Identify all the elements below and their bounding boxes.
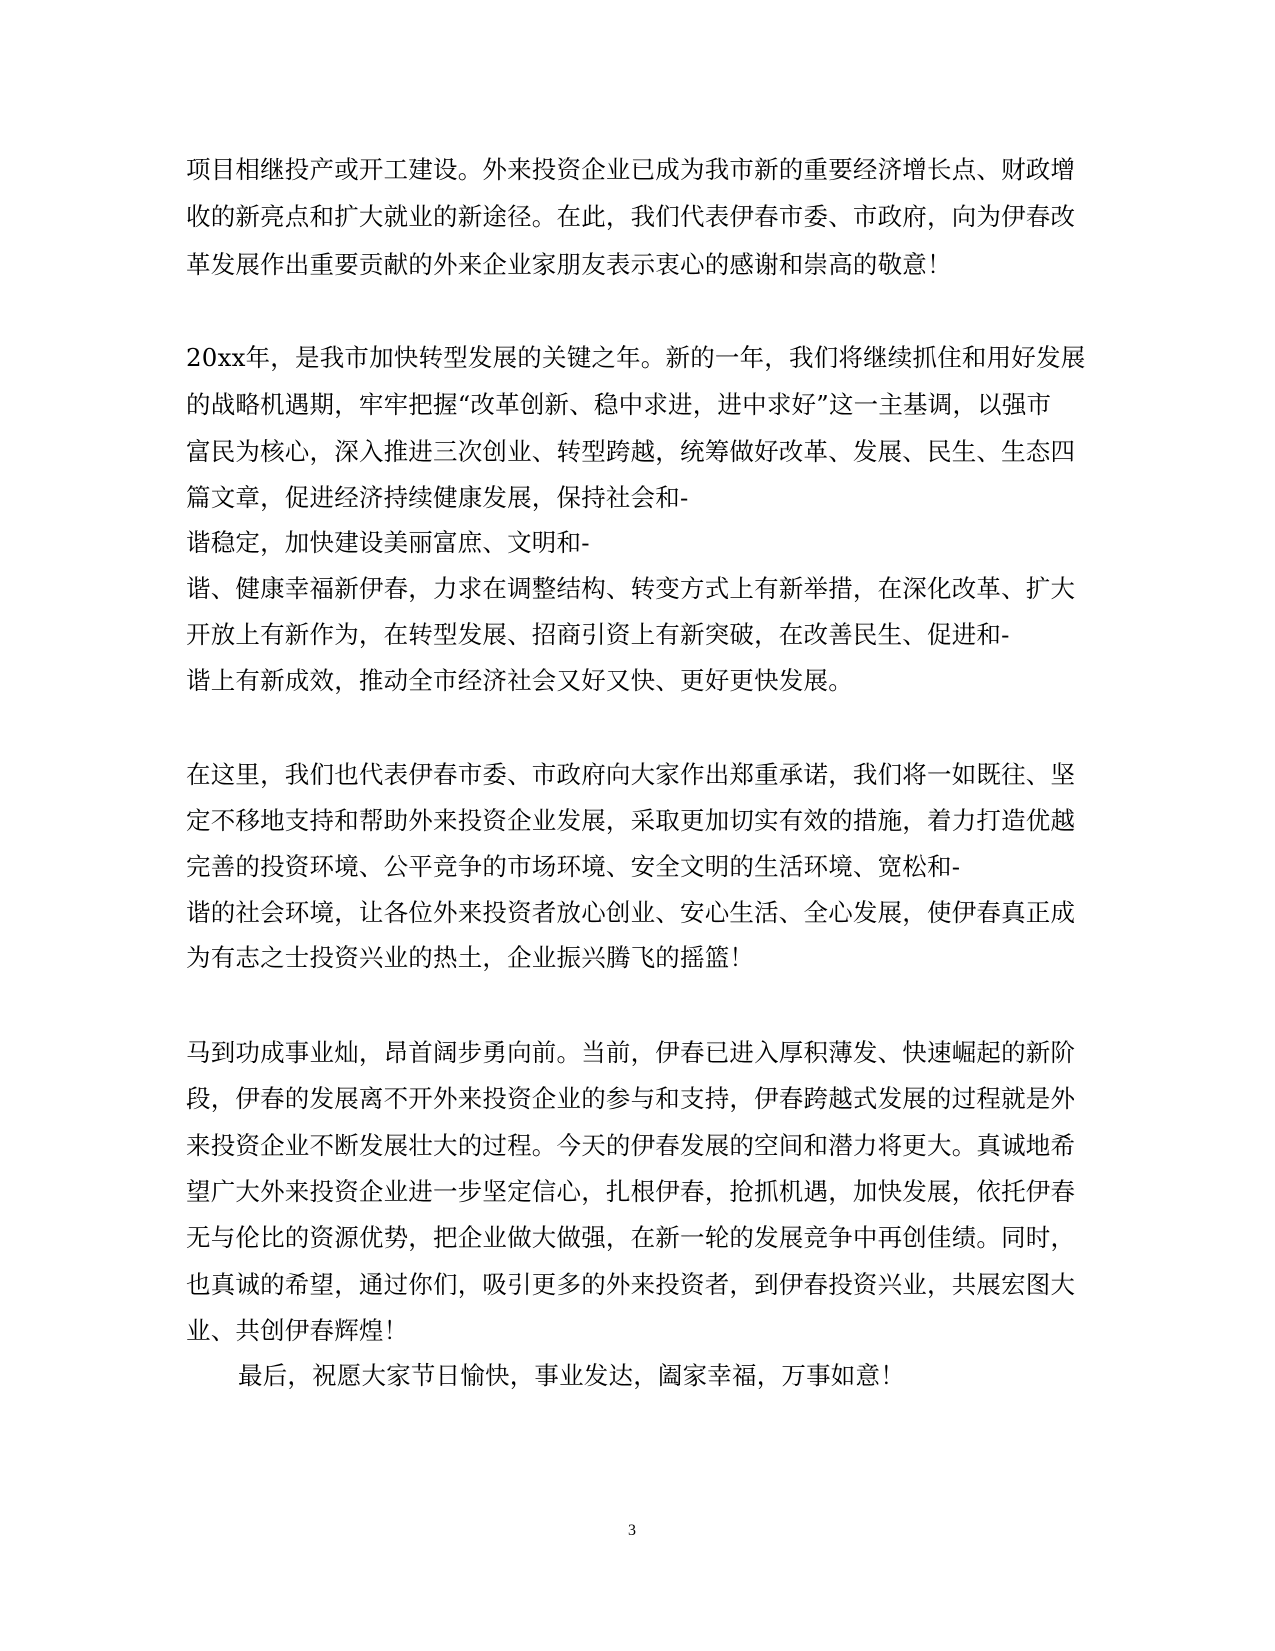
text-line: 望广大外来投资企业进一步坚定信心，扎根伊春，抢抓机遇，加快发展，依托伊春	[186, 1177, 1076, 1206]
text-line: 谐、健康幸福新伊春，力求在调整结构、转变方式上有新举措，在深化改革、扩大	[186, 574, 1076, 603]
text-line: 20xx年，是我市加快转型发展的关键之年。新的一年，我们将继续抓住和用好发展	[186, 343, 1086, 372]
text-line: 谐的社会环境，让各位外来投资者放心创业、安心生活、全心发展，使伊春真正成	[186, 898, 1076, 927]
text-line: 谐稳定，加快建设美丽富庶、文明和-	[186, 528, 590, 557]
text-line: 定不移地支持和帮助外来投资企业发展，采取更加切实有效的措施，着力打造优越	[186, 806, 1076, 835]
text-line: 无与伦比的资源优势，把企业做大做强，在新一轮的发展竞争中再创佳绩。同时，	[186, 1223, 1076, 1252]
text-line: 也真诚的希望，通过你们，吸引更多的外来投资者，到伊春投资兴业，共展宏图大	[186, 1270, 1076, 1299]
text-line: 为有志之士投资兴业的热土，企业振兴腾飞的摇篮！	[186, 943, 755, 972]
text-line: 篇文章，促进经济持续健康发展，保持社会和-	[186, 483, 689, 512]
closing-line: 最后，祝愿大家节日愉快，事业发达，阖家幸福，万事如意！	[238, 1361, 905, 1390]
text-line: 完善的投资环境、公平竞争的市场环境、安全文明的生活环境、宽松和-	[186, 852, 961, 881]
text-line: 来投资企业不断发展壮大的过程。今天的伊春发展的空间和潜力将更大。真诚地希	[186, 1131, 1076, 1160]
text-line: 的战略机遇期，牢牢把握“改革创新、稳中求进，进中求好”这一主基调，以强市	[186, 390, 1052, 419]
text-line: 富民为核心，深入推进三次创业、转型跨越，统筹做好改革、发展、民生、生态四	[186, 437, 1076, 466]
text-line: 收的新亮点和扩大就业的新途径。在此，我们代表伊春市委、市政府，向为伊春改	[186, 202, 1076, 231]
text-line: 项目相继投产或开工建设。外来投资企业已成为我市新的重要经济增长点、财政增	[186, 155, 1076, 184]
text-line: 段，伊春的发展离不开外来投资企业的参与和支持，伊春跨越式发展的过程就是外	[186, 1084, 1076, 1113]
page-number: 3	[628, 1522, 636, 1539]
text-line: 业、共创伊春辉煌！	[186, 1316, 409, 1345]
text-line: 马到功成事业灿，昂首阔步勇向前。当前，伊春已进入厚积薄发、快速崛起的新阶	[186, 1038, 1076, 1067]
text-line: 谐上有新成效，推动全市经济社会又好又快、更好更快发展。	[186, 666, 853, 695]
text-line: 开放上有新作为，在转型发展、招商引资上有新突破，在改善民生、促进和-	[186, 620, 1010, 649]
text-line: 革发展作出重要贡献的外来企业家朋友表示衷心的感谢和崇高的敬意！	[186, 250, 952, 279]
text-line: 在这里，我们也代表伊春市委、市政府向大家作出郑重承诺，我们将一如既往、坚	[186, 760, 1076, 789]
